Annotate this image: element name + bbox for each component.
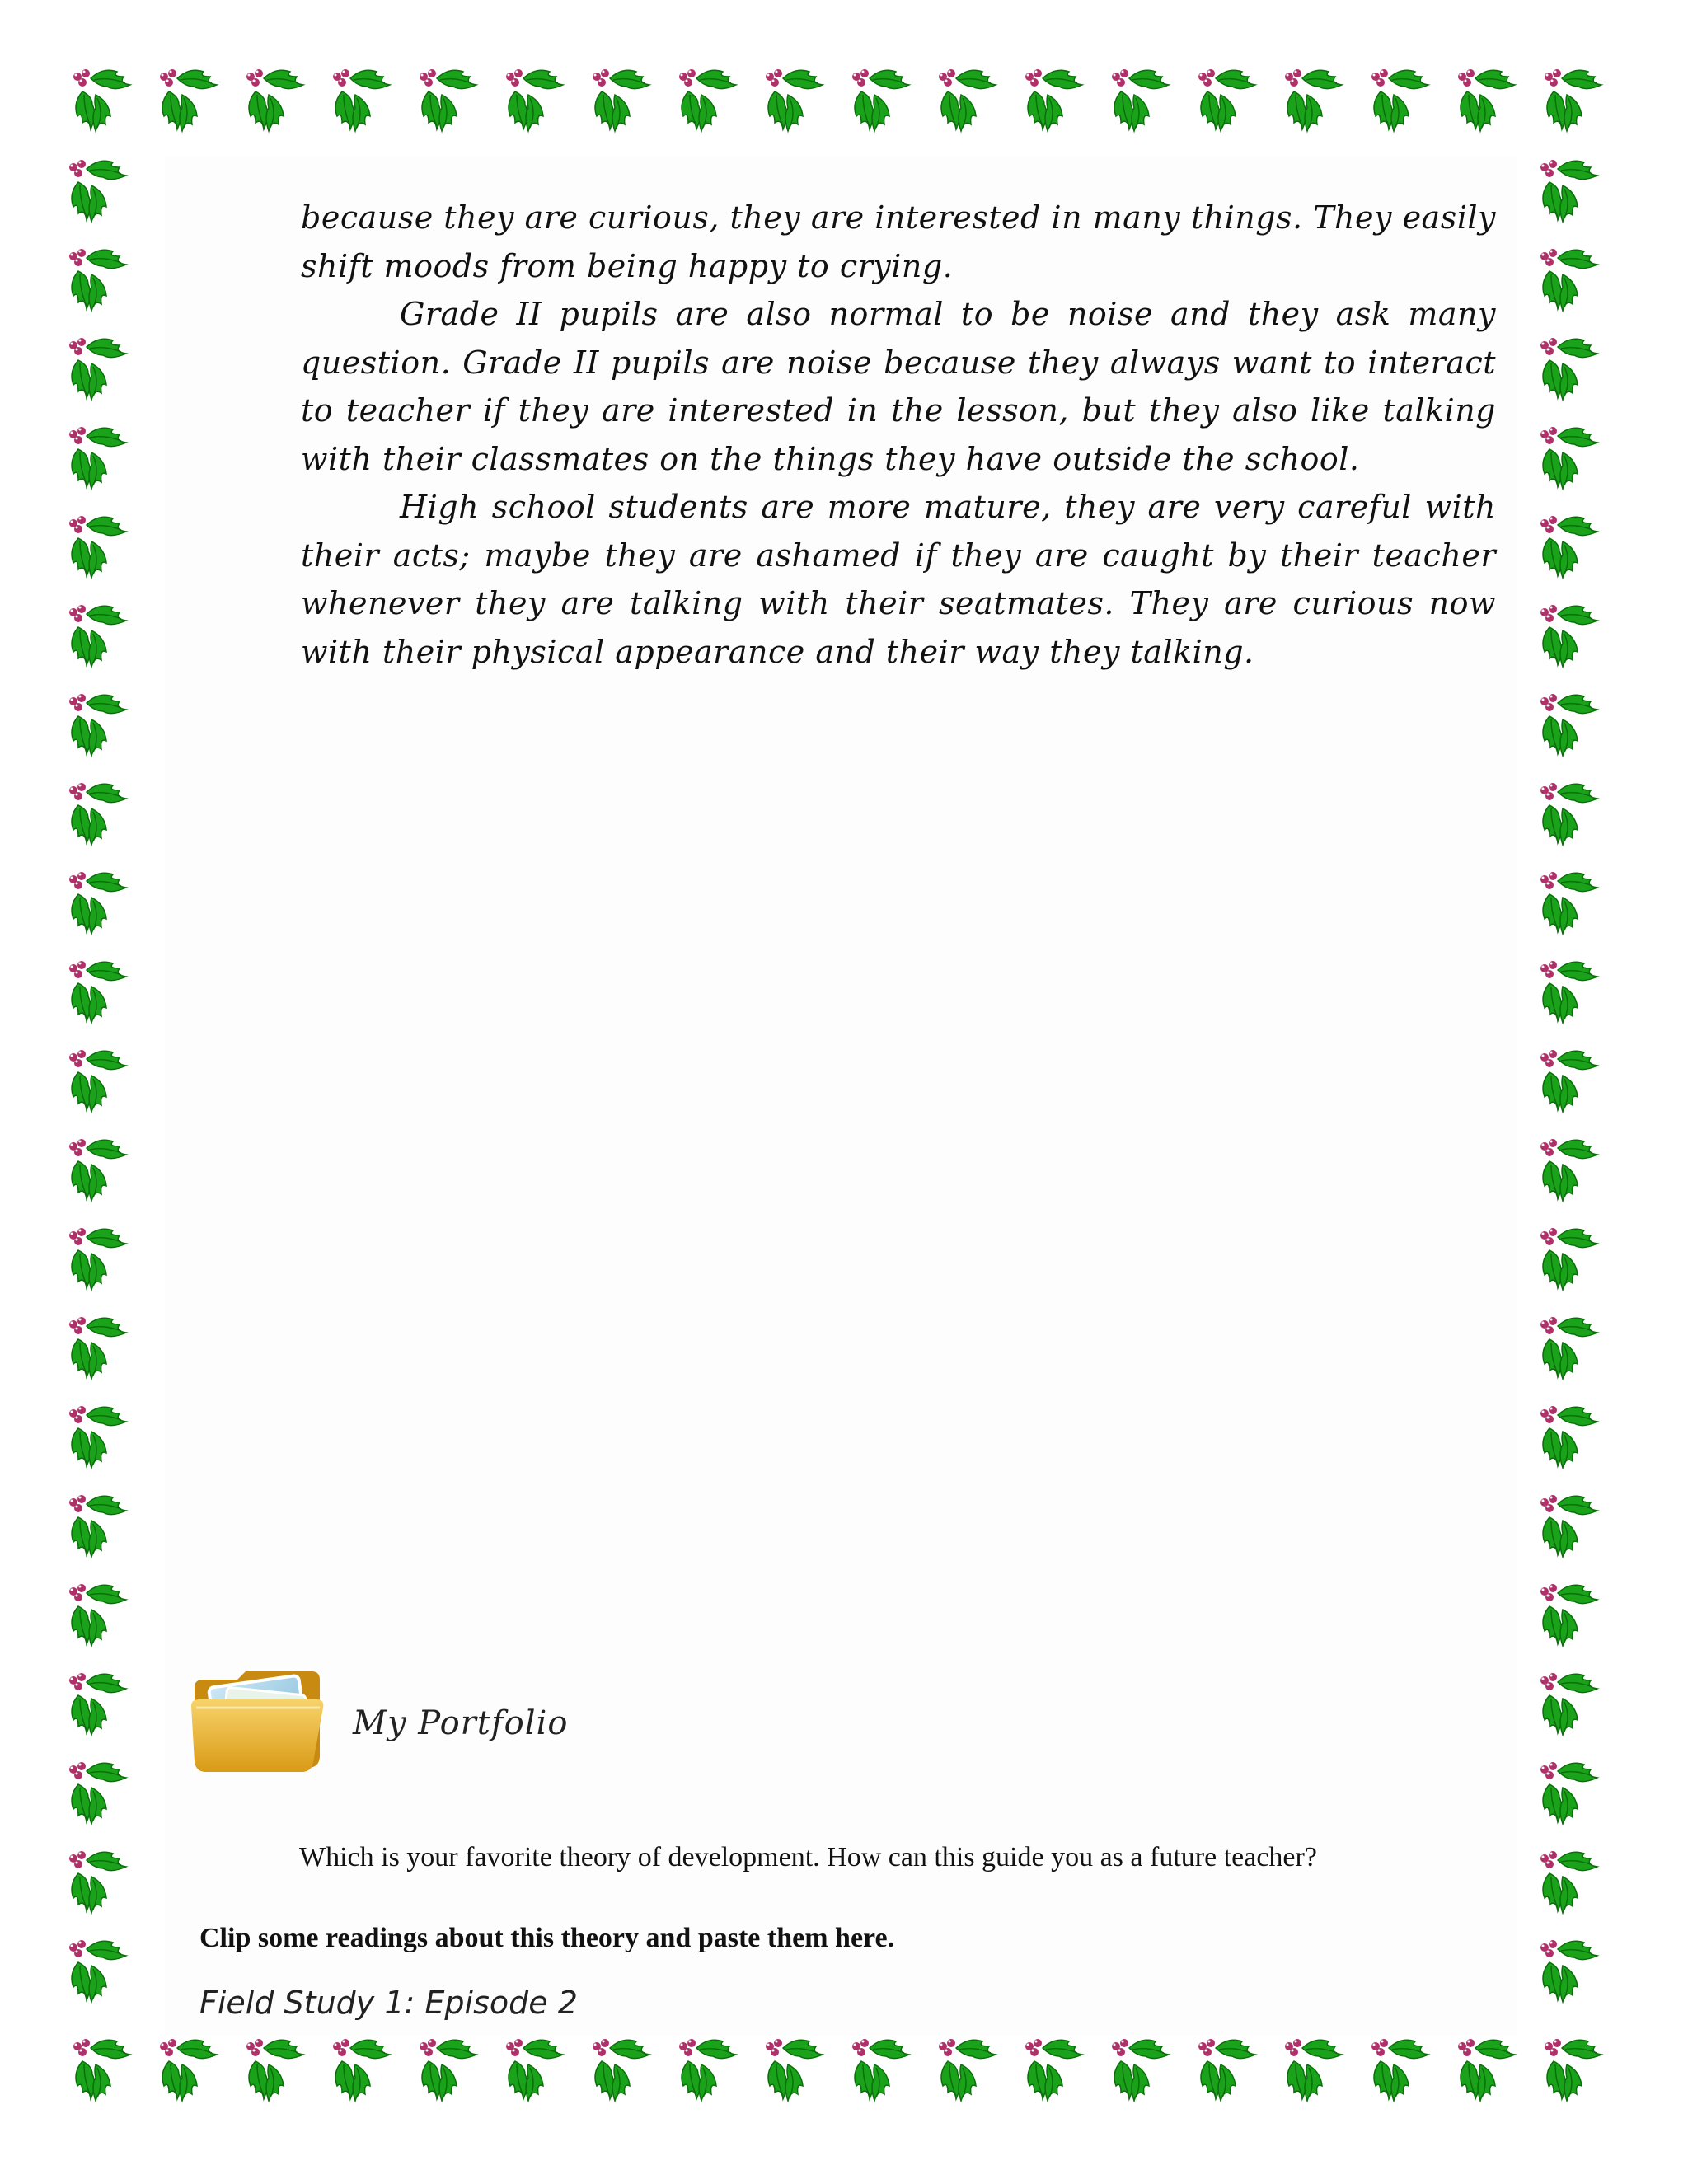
holly-sprig-icon: [1533, 1043, 1620, 1129]
holly-sprig-icon: [499, 2032, 585, 2118]
holly-sprig-icon: [845, 2032, 931, 2118]
holly-sprig-icon: [62, 1043, 148, 1129]
holly-sprig-icon: [62, 776, 148, 862]
holly-sprig-icon: [1533, 598, 1620, 684]
portfolio-folder-icon: [188, 1657, 328, 1780]
holly-sprig-icon: [585, 2032, 672, 2118]
holly-sprig-icon: [1533, 1755, 1620, 1841]
holly-sprig-icon: [62, 954, 148, 1040]
holly-sprig-icon: [1278, 2032, 1364, 2118]
holly-sprig-icon: [1104, 2032, 1191, 2118]
holly-sprig-icon: [1533, 776, 1620, 862]
holly-border-right: [1533, 152, 1624, 2032]
holly-sprig-icon: [1533, 1310, 1620, 1396]
holly-sprig-icon: [1533, 1221, 1620, 1307]
holly-sprig-icon: [1533, 330, 1620, 417]
holly-sprig-icon: [1533, 954, 1620, 1040]
holly-sprig-icon: [326, 62, 412, 148]
holly-sprig-icon: [1451, 2032, 1537, 2118]
holly-sprig-icon: [62, 598, 148, 684]
holly-sprig-icon: [758, 2032, 845, 2118]
holly-sprig-icon: [62, 1755, 148, 1841]
holly-sprig-icon: [62, 1310, 148, 1396]
holly-sprig-icon: [66, 62, 152, 148]
holly-sprig-icon: [412, 2032, 499, 2118]
holly-sprig-icon: [672, 62, 758, 148]
paragraph-3: High school students are more mature, they are very careful with their acts; maybe they are ashamed if they are caught by their teacher whenever they are talking with their seatmates. They are curious now with their physical appearance and their way they talking.: [301, 489, 1496, 670]
holly-sprig-icon: [62, 1488, 148, 1574]
holly-sprig-icon: [1364, 2032, 1451, 2118]
holly-sprig-icon: [62, 509, 148, 595]
holly-border-bottom: [66, 2032, 1624, 2122]
holly-sprig-icon: [1533, 1933, 1620, 2019]
holly-sprig-icon: [152, 62, 239, 148]
holly-sprig-icon: [1533, 1666, 1620, 1752]
holly-sprig-icon: [62, 1132, 148, 1218]
holly-sprig-icon: [931, 2032, 1018, 2118]
holly-border-left: [62, 152, 152, 2032]
holly-sprig-icon: [1533, 152, 1620, 239]
holly-sprig-icon: [1278, 62, 1364, 148]
holly-sprig-icon: [62, 1933, 148, 2019]
paragraph-2: Grade II pupils are also normal to be noise and they ask many question. Grade II pupils are noise because they always want to interact to teacher if they are interested in the lesson, but they also like talking with their classmates on the things they have outside the school.: [301, 296, 1496, 477]
holly-sprig-icon: [1533, 865, 1620, 951]
holly-sprig-icon: [62, 1399, 148, 1485]
body-text: [301, 194, 1496, 676]
holly-sprig-icon: [62, 865, 148, 951]
holly-sprig-icon: [1191, 2032, 1278, 2118]
holly-sprig-icon: [1018, 62, 1104, 148]
holly-sprig-icon: [1364, 62, 1451, 148]
holly-sprig-icon: [62, 152, 148, 239]
holly-sprig-icon: [62, 1221, 148, 1307]
holly-sprig-icon: [1104, 62, 1191, 148]
paragraph-1: because they are curious, they are interested in many things. They easily shift moods from being happy to crying.: [301, 199, 1496, 284]
holly-sprig-icon: [1533, 419, 1620, 506]
holly-sprig-icon: [412, 62, 499, 148]
holly-sprig-icon: [1533, 1577, 1620, 1663]
holly-sprig-icon: [1533, 1132, 1620, 1218]
holly-sprig-icon: [239, 62, 326, 148]
holly-sprig-icon: [62, 1666, 148, 1752]
holly-sprig-icon: [1537, 2032, 1624, 2118]
holly-sprig-icon: [845, 62, 931, 148]
holly-sprig-icon: [1533, 241, 1620, 328]
instruction-text: Clip some readings about this theory and paste them here.: [199, 1923, 895, 1953]
holly-sprig-icon: [152, 2032, 239, 2118]
holly-sprig-icon: [62, 1844, 148, 1930]
portfolio-title: My Portfolio: [353, 1704, 569, 1742]
holly-sprig-icon: [1451, 62, 1537, 148]
holly-sprig-icon: [1533, 509, 1620, 595]
holly-sprig-icon: [239, 2032, 326, 2118]
holly-sprig-icon: [585, 62, 672, 148]
holly-sprig-icon: [758, 62, 845, 148]
holly-sprig-icon: [931, 62, 1018, 148]
holly-sprig-icon: [1533, 687, 1620, 773]
holly-sprig-icon: [62, 330, 148, 417]
holly-sprig-icon: [1018, 2032, 1104, 2118]
holly-sprig-icon: [672, 2032, 758, 2118]
holly-sprig-icon: [499, 62, 585, 148]
question-text: Which is your favorite theory of development. How can this guide you as a future teacher?: [299, 1842, 1317, 1872]
holly-sprig-icon: [326, 2032, 412, 2118]
holly-sprig-icon: [62, 241, 148, 328]
holly-sprig-icon: [1533, 1399, 1620, 1485]
holly-sprig-icon: [62, 419, 148, 506]
holly-sprig-icon: [1191, 62, 1278, 148]
holly-sprig-icon: [62, 1577, 148, 1663]
footer-text: Field Study 1: Episode 2: [199, 1985, 578, 2021]
holly-sprig-icon: [1533, 1488, 1620, 1574]
holly-sprig-icon: [1533, 1844, 1620, 1930]
holly-sprig-icon: [66, 2032, 152, 2118]
holly-border-top: [66, 62, 1624, 152]
holly-sprig-icon: [1537, 62, 1624, 148]
holly-sprig-icon: [62, 687, 148, 773]
